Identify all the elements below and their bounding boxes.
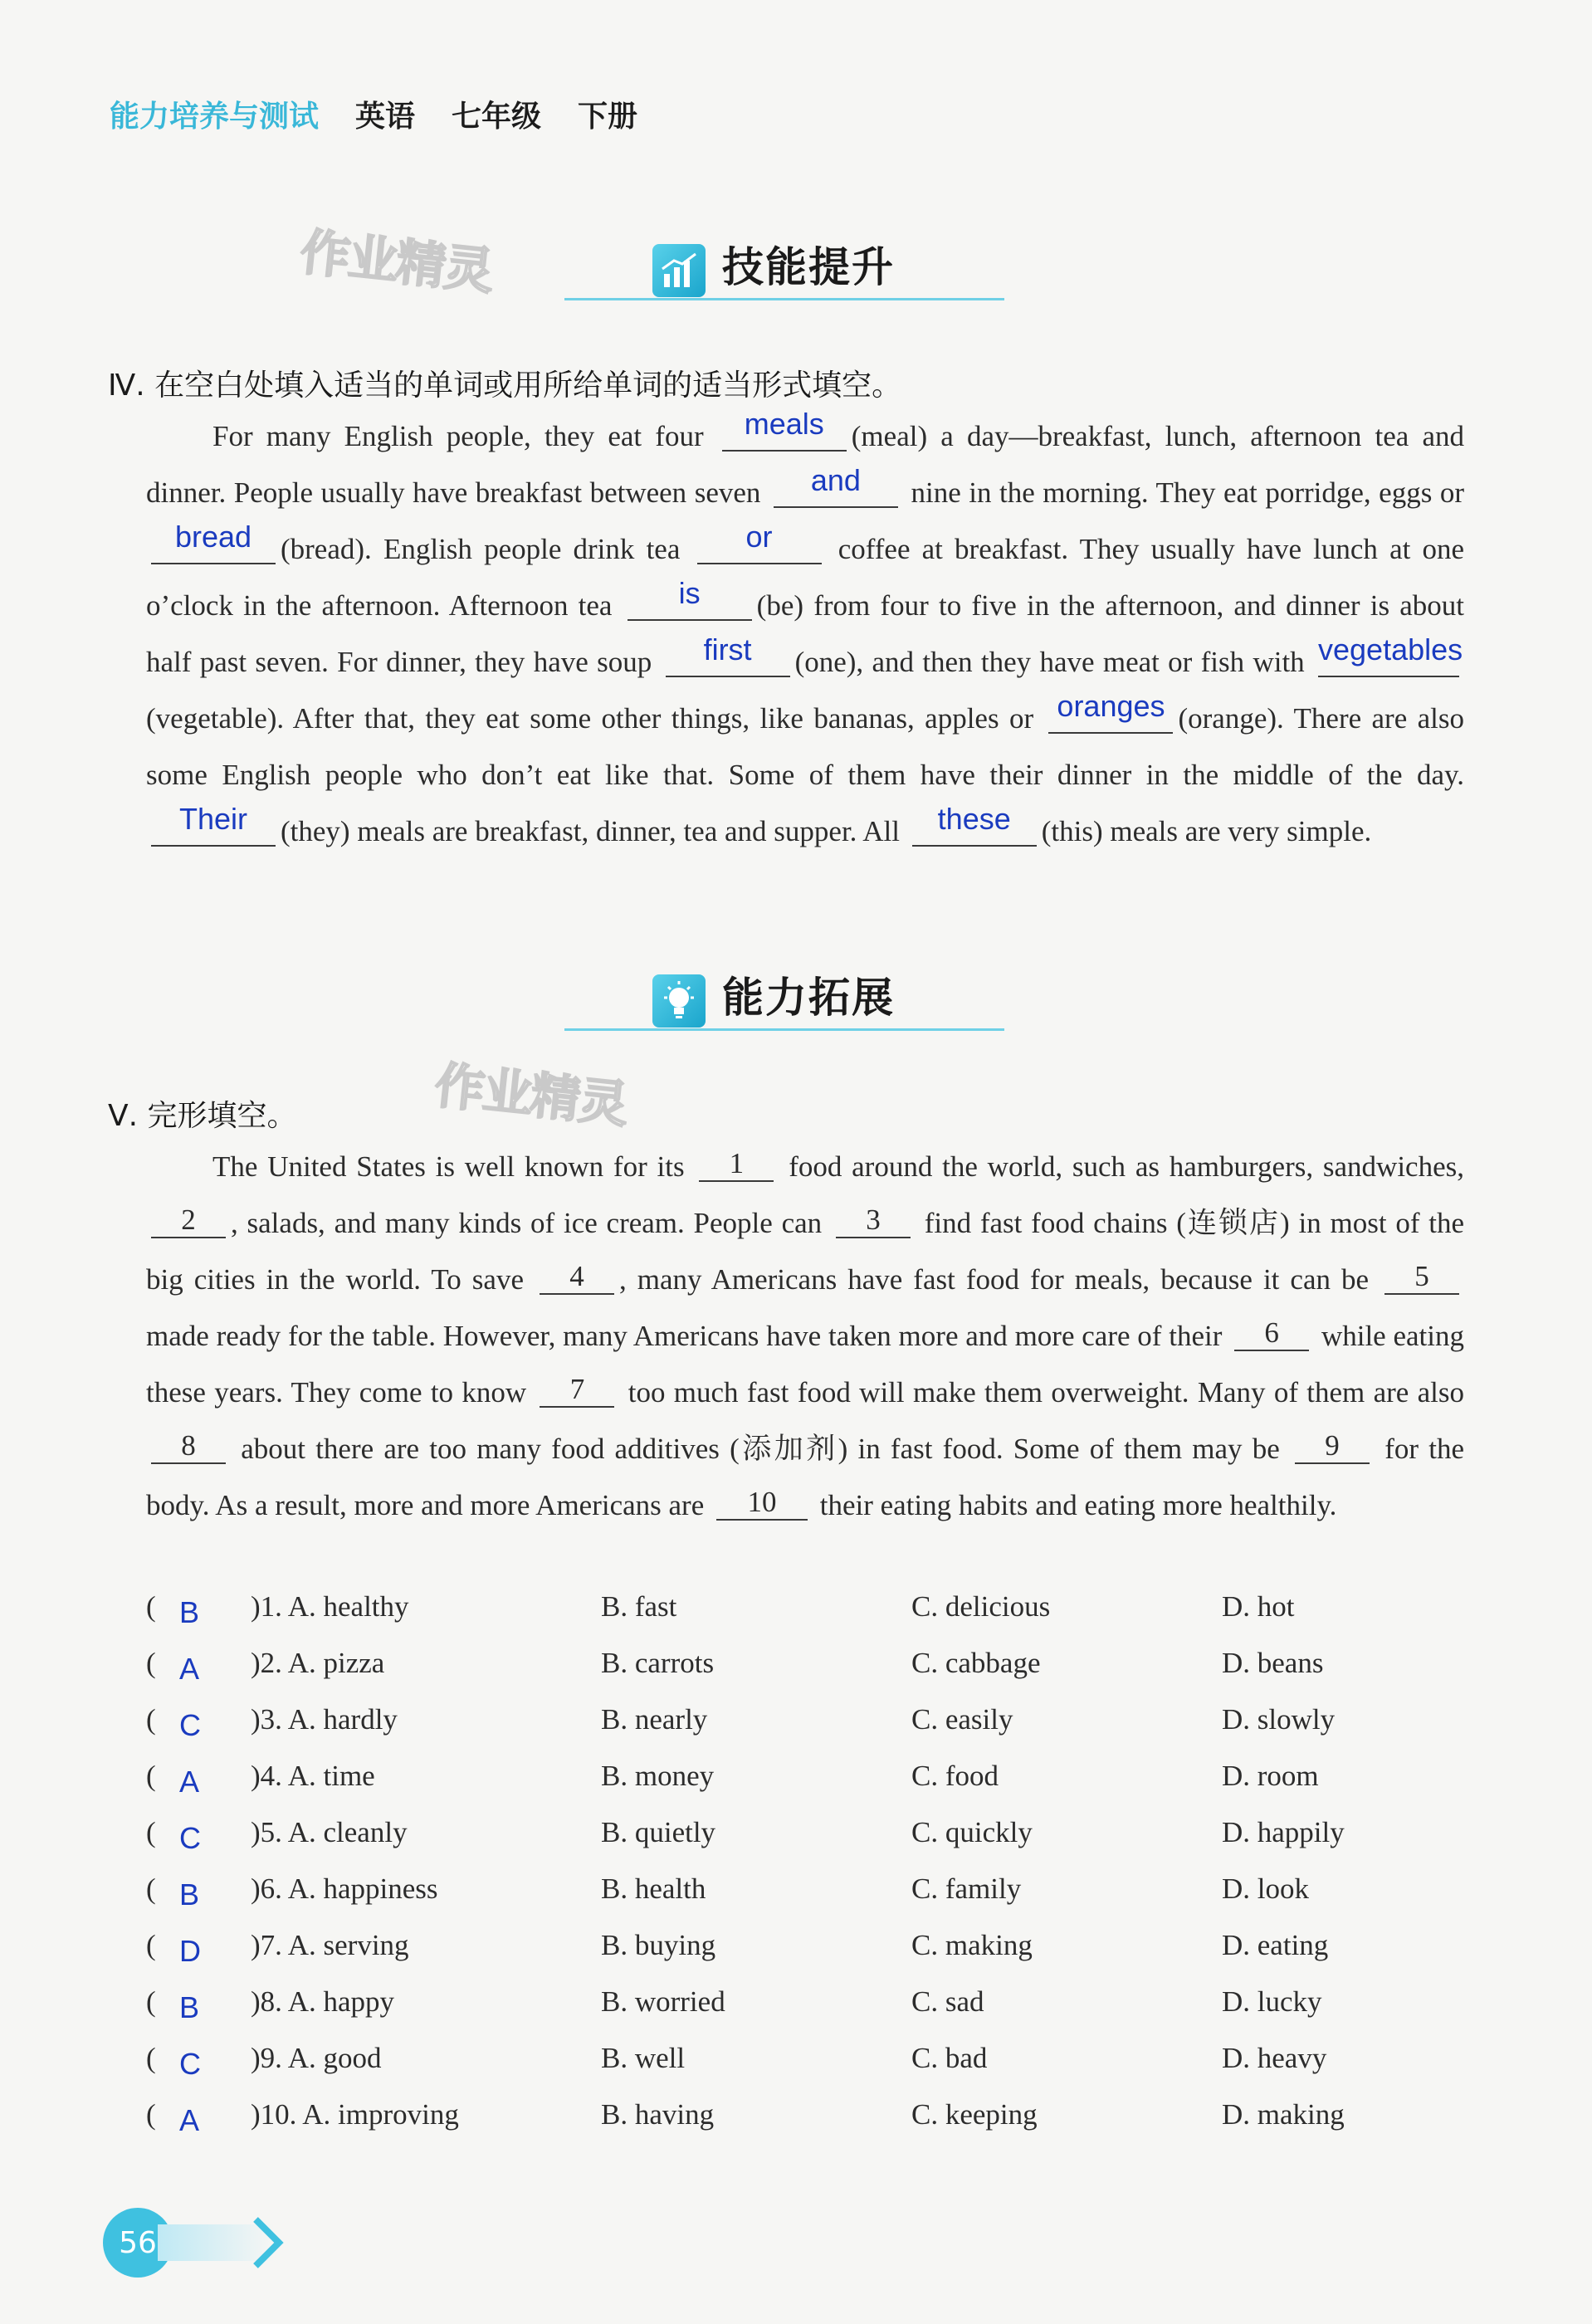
passage-text: meals are very simple. [1110,815,1372,847]
page-header [110,93,637,135]
option-a-text: A. serving [287,1929,409,1961]
option-row: ( A )10. A. improving B. having C. keeping D. making [146,2098,1345,2137]
option-d[interactable]: D. lucky [1222,1985,1322,2018]
passage-text: for the body. As a result, more and more Americans are [146,1433,1465,1521]
option-d[interactable]: D. heavy [1222,2042,1327,2074]
cloze-blank[interactable] [1234,1316,1309,1351]
passage-text: There are also some English people who don’t eat like that. Some of them have their dinner in the middle of the day. [146,702,1464,791]
bar-chart-icon [652,244,706,297]
cloze-blank[interactable] [540,1260,614,1295]
passage-text: , salads, and many kinds of ice cream. People can [231,1207,823,1239]
grade-label: 七年级 [452,100,542,134]
watermark: 作业精灵 [432,1057,630,1135]
option-a[interactable] [251,2098,459,2131]
option-d[interactable]: D. hot [1222,1590,1295,1623]
question-number: )3. [251,1703,282,1736]
passage-text: food around the world, such as hamburgers, sandwiches, [789,1150,1464,1183]
option-b[interactable]: B. worried [601,1985,725,2018]
option-b[interactable]: B. having [601,2098,715,2131]
option-a-text: A. pizza [287,1647,385,1679]
option-a[interactable] [251,1703,398,1736]
question-number: )8. [251,1985,282,2018]
answer-blank[interactable] [697,520,822,564]
blank-number: 9 [1325,1429,1340,1462]
option-c[interactable]: C. family [911,1872,1022,1905]
answer-blank[interactable] [628,576,752,621]
option-c[interactable]: C. delicious [911,1590,1051,1623]
filled-answer: and [810,463,861,497]
divider [564,298,1004,300]
option-a-text: A. happy [287,1985,395,2018]
option-row: ( C )3. A. hardly B. nearly C. easily D. slowly [146,1703,1336,1742]
answer-blank[interactable] [912,802,1037,847]
option-row: ( B )8. A. happy B. worried C. sad D. lucky [146,1985,1322,2024]
option-row: ( C )9. A. good B. well C. bad D. heavy [146,2042,1327,2081]
filled-answer: bread [174,520,252,554]
option-a[interactable] [251,1872,438,1906]
option-a-text: A. improving [302,2098,459,2131]
passage-text: about there are too many food additives (添加剂) in fast food. Some of them may be [241,1433,1280,1465]
option-a[interactable] [251,1985,394,2019]
option-a-text: A. good [287,2042,382,2074]
cloze-blank[interactable] [716,1486,808,1521]
cloze-blank[interactable] [836,1204,911,1238]
section-header-skills [564,234,1004,300]
selected-answer[interactable]: C [179,2047,201,2081]
option-row: ( A )4. A. time B. money C. food D. room [146,1760,1319,1799]
passage-text: English people drink tea [383,533,681,565]
option-row: ( A )2. A. pizza B. carrots C. cabbage D. beans [146,1647,1324,1686]
passage-text: coffee at breakfast. They usually have lunch at one o’clock in the afternoon. Afternoon tea [146,533,1465,622]
blank-number: 8 [181,1429,196,1462]
hint: (this) [1041,815,1103,847]
cloze-blank[interactable] [699,1147,774,1182]
passage-text: For many English people, they eat four [212,420,704,452]
option-d[interactable]: D. slowly [1222,1703,1336,1736]
option-a[interactable] [251,1590,409,1623]
option-c[interactable]: C. bad [911,2042,988,2074]
question-number: )1. [251,1590,282,1623]
divider [564,1028,1004,1031]
option-a[interactable] [251,1816,408,1849]
option-row: ( B )6. A. happiness B. health C. family D. look [146,1872,1309,1911]
passage-text: find fast food chains (连锁店) in most of the big cities in the world. To save [146,1207,1465,1296]
selected-answer[interactable]: A [179,1765,200,1799]
option-a[interactable] [251,1760,375,1793]
blank-number: 1 [729,1147,745,1179]
question-number: )2. [251,1647,282,1679]
passage-text: and then they have meat or fish with [872,646,1305,678]
selected-answer[interactable]: A [179,2103,200,2137]
answer-blank[interactable] [151,520,276,564]
option-row: ( C )5. A. cleanly B. quietly C. quickly D. happily [146,1816,1345,1855]
passage-text: a day—breakfast, lunch, afternoon tea and dinner. People usually have breakfast between seven [146,420,1465,509]
option-d[interactable]: D. beans [1222,1647,1324,1679]
passage-text: too much fast food will make them overweight. Many of them are also [628,1376,1464,1409]
option-c[interactable]: C. sad [911,1985,984,2018]
filled-answer: these [937,802,1011,836]
option-d[interactable]: D. making [1222,2098,1345,2131]
option-d[interactable]: D. eating [1222,1929,1329,1961]
selected-answer[interactable]: C [179,1708,201,1742]
question-title: Ⅳ. 在空白处填入适当的单词或用所给单词的适当形式填空。 [108,369,902,403]
option-a[interactable] [251,1647,384,1680]
passage-text: After that, they eat some other things, like bananas, apples or [292,702,1034,735]
option-row: ( B )1. A. healthy B. fast C. delicious D. hot [146,1590,1295,1629]
option-a-text: A. happiness [287,1872,438,1905]
question-number: )4. [251,1760,282,1792]
option-b[interactable]: B. health [601,1872,706,1905]
selected-answer[interactable]: B [179,1877,200,1911]
subject-label: 英语 [355,100,416,134]
answer-blank[interactable] [774,463,898,508]
option-b[interactable]: B. buying [601,1929,716,1961]
option-c[interactable]: C. food [911,1760,999,1792]
filled-answer: meals [744,407,824,441]
chevron-right-icon [158,2213,299,2277]
filled-answer: first [703,632,752,666]
hint: (meal) [851,420,928,452]
selected-answer[interactable]: B [179,1990,200,2024]
selected-answer[interactable]: B [179,1595,200,1629]
hint: (be) [756,589,804,622]
hint: (orange). [1178,702,1284,735]
option-b[interactable]: B. quietly [601,1816,716,1848]
lightbulb-icon [652,974,706,1028]
passage-text: while eating these years. They come to know [146,1320,1464,1409]
answer-blank[interactable] [1318,632,1463,677]
cloze-blank[interactable] [540,1373,614,1408]
hint: (they) [281,815,350,847]
option-b[interactable]: B. nearly [601,1703,708,1736]
blank-number: 3 [866,1204,881,1236]
blank-number: 2 [181,1204,196,1236]
passage-text: nine in the morning. They eat porridge, eggs or [911,476,1465,509]
option-row: ( D )7. A. serving B. buying C. making D. eating [146,1929,1329,1968]
filled-answer: is [678,576,701,610]
blank-number: 4 [569,1260,584,1292]
question-title: Ⅴ. 完形填空。 [108,1099,297,1133]
filled-answer: or [745,520,773,554]
selected-answer[interactable]: C [179,1821,201,1855]
cloze-paragraph [146,1139,1464,1534]
options-list [146,1590,1474,2155]
option-c[interactable]: C. making [911,1929,1033,1961]
section-title: 技能提升 [722,243,895,291]
option-a[interactable] [251,1929,409,1962]
option-b[interactable]: B. fast [601,1590,677,1623]
option-d[interactable]: D. room [1222,1760,1319,1792]
blank-number: 7 [569,1373,585,1405]
blank-number: 5 [1414,1260,1429,1292]
section-header-extension [564,964,1004,1031]
filled-answer: oranges [1057,689,1165,723]
passage-text: , many Americans have fast food for meals, because it can be [619,1263,1370,1296]
filled-answer: vegetables [1318,632,1463,666]
option-a-text: A. hardly [287,1703,398,1736]
passage-text: their eating habits and eating more healthily. [819,1489,1337,1521]
watermark: 作业精灵 [297,223,496,301]
hint: (bread). [281,533,372,565]
blank-number: 6 [1264,1316,1279,1349]
option-c[interactable]: C. keeping [911,2098,1038,2131]
passage-text: The United States is well known for its [212,1150,685,1183]
section-title: 能力拓展 [722,974,895,1022]
passage-text: from four to five in the afternoon, and dinner is about half past seven. For dinner, they have soup [146,589,1465,678]
question-number: )9. [251,2042,282,2074]
selected-answer[interactable]: A [179,1652,200,1686]
option-b[interactable]: B. carrots [601,1647,715,1679]
page-number: 56 [103,2208,173,2278]
option-c[interactable]: C. cabbage [911,1647,1041,1679]
option-a-text: A. healthy [287,1590,409,1623]
volume-label: 下册 [578,100,638,134]
answer-blank[interactable] [722,407,847,452]
option-d[interactable]: D. happily [1222,1816,1345,1848]
selected-answer[interactable]: D [179,1934,201,1968]
passage-text: made ready for the table. However, many Americans have taken more and more care of their [146,1320,1223,1352]
answer-blank[interactable] [666,632,790,677]
option-d[interactable]: D. look [1222,1872,1309,1905]
question-number: )5. [251,1816,282,1848]
answer-blank[interactable] [151,802,276,847]
fill-in-paragraph [146,408,1464,860]
option-b[interactable]: B. well [601,2042,686,2074]
question-number: )6. [251,1872,282,1905]
passage-text: meals are breakfast, dinner, tea and supper. All [357,815,900,847]
option-c[interactable]: C. easily [911,1703,1013,1736]
option-c[interactable]: C. quickly [911,1816,1033,1848]
blank-number: 10 [747,1486,777,1518]
question-number: )7. [251,1929,282,1961]
cloze-blank[interactable] [1384,1260,1459,1295]
option-b[interactable]: B. money [601,1760,715,1792]
hint: (vegetable). [146,702,285,735]
hint: (one), [794,646,864,678]
cloze-blank[interactable] [1295,1429,1370,1464]
series-title: 能力培养与测试 [110,100,320,134]
answer-blank[interactable] [1048,689,1173,734]
cloze-blank[interactable] [151,1429,226,1464]
filled-answer: Their [178,802,248,836]
option-a-text: A. cleanly [287,1816,408,1848]
cloze-blank[interactable] [151,1204,226,1238]
option-a-text: A. time [287,1760,375,1792]
question-number: )10. [251,2098,297,2131]
option-a[interactable] [251,2042,382,2075]
